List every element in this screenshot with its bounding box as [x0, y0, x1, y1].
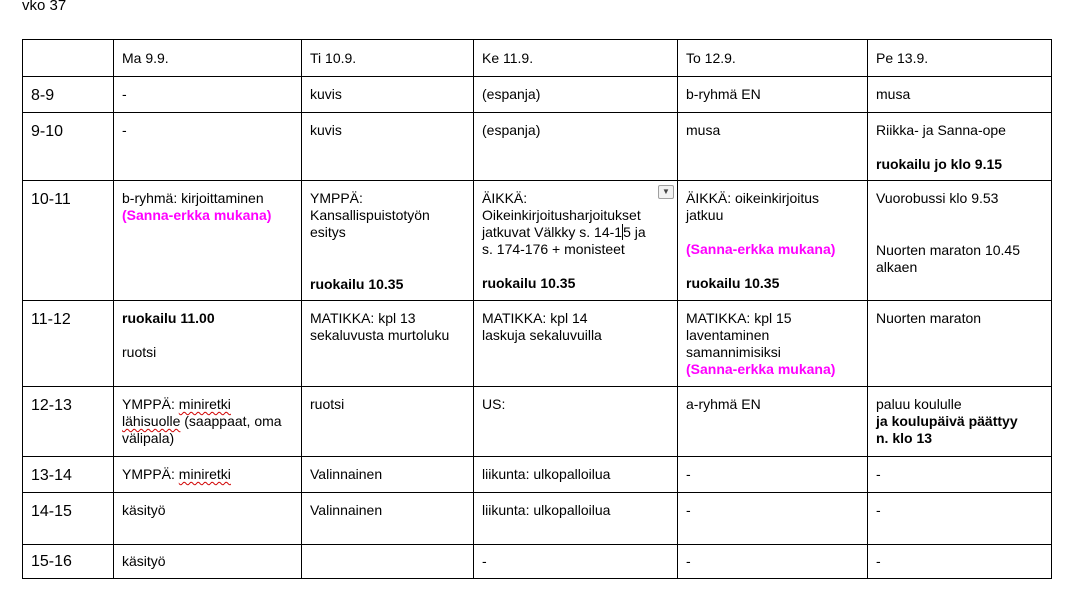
cell-text: US: [482, 396, 506, 412]
time-cell[interactable] [23, 113, 114, 181]
cell-text: ÄIKKÄ: [482, 190, 528, 206]
cell-text-bold: ruokailu jo klo 9.15 [876, 156, 1003, 172]
schedule-cell[interactable] [302, 545, 474, 579]
schedule-cell[interactable] [302, 493, 474, 545]
cell-text: kuvis [310, 122, 342, 138]
schedule-cell[interactable] [114, 301, 302, 387]
schedule-cell[interactable] [302, 113, 474, 181]
cell-text: laventaminen [686, 327, 770, 343]
schedule-cell[interactable] [114, 387, 302, 457]
schedule-cell[interactable] [868, 457, 1052, 493]
cell-text: - [686, 502, 691, 518]
cell-text: musa [686, 122, 721, 138]
cell-highlight-text: (Sanna-erkka mukana) [686, 361, 836, 377]
schedule-cell[interactable] [302, 77, 474, 113]
schedule-cell[interactable] [302, 181, 474, 301]
time-cell[interactable] [23, 301, 114, 387]
time-label: 12-13 [31, 397, 72, 414]
cell-text: ÄIKKÄ: oikeinkirjoitus [686, 190, 820, 206]
cell-text: Riikka- ja Sanna-ope [876, 122, 1006, 138]
schedule-cell[interactable] [868, 113, 1052, 181]
cell-text: - [686, 466, 691, 482]
cell-text: Kansallispuistotyön [310, 207, 430, 223]
cell-text: ruotsi [122, 344, 157, 360]
spellcheck-word: lähisuolle [122, 413, 181, 429]
header-day-tue[interactable]: Ti 10.9. [302, 40, 474, 77]
schedule-cell[interactable] [678, 113, 868, 181]
cell-text-bold: ruokailu 10.35 [482, 275, 576, 291]
time-label: 13-14 [31, 467, 72, 484]
header-corner-cell[interactable] [23, 40, 114, 77]
cell-text: YMPPÄ: [122, 466, 179, 482]
schedule-cell[interactable] [678, 545, 868, 579]
schedule-cell[interactable] [474, 301, 678, 387]
cell-text: kuvis [310, 86, 342, 102]
schedule-cell[interactable] [114, 457, 302, 493]
cell-text: 5 ja [623, 224, 646, 240]
cell-text: liikunta: ulkopalloilua [482, 466, 611, 482]
cell-text: Valinnainen [310, 502, 383, 518]
cell-text: - [876, 553, 881, 569]
schedule-cell[interactable] [868, 493, 1052, 545]
schedule-cell[interactable] [474, 181, 678, 301]
cell-text: ruotsi [310, 396, 345, 412]
schedule-cell[interactable] [678, 181, 868, 301]
cell-text: - [686, 553, 691, 569]
cell-text: b-ryhmä EN [686, 86, 761, 102]
schedule-cell[interactable] [114, 113, 302, 181]
cell-text: laskuja sekaluvuilla [482, 327, 602, 343]
schedule-cell[interactable] [474, 493, 678, 545]
schedule-cell[interactable] [868, 181, 1052, 301]
time-label: 9-10 [31, 123, 64, 140]
spellcheck-word: miniretki [178, 466, 231, 482]
cell-text: - [122, 86, 127, 102]
schedule-cell[interactable] [678, 387, 868, 457]
cell-text: (saappaat, oma [180, 413, 282, 429]
cell-text: YMPPÄ: [122, 396, 179, 412]
time-cell[interactable] [23, 545, 114, 579]
cell-text: a-ryhmä EN [686, 396, 761, 412]
schedule-cell[interactable] [114, 493, 302, 545]
cell-text: MATIKKA: kpl 13 [310, 310, 416, 326]
cell-text: - [876, 502, 881, 518]
time-cell[interactable] [23, 457, 114, 493]
schedule-cell[interactable] [474, 457, 678, 493]
schedule-cell[interactable] [868, 545, 1052, 579]
cell-text: Oikeinkirjoitusharjoitukset [482, 207, 641, 223]
schedule-table [22, 39, 1052, 579]
time-label: 15-16 [31, 553, 72, 570]
header-day-mon[interactable]: Ma 9.9. [114, 40, 302, 77]
cell-text: alkaen [876, 259, 918, 275]
schedule-cell[interactable] [474, 545, 678, 579]
time-label: 11-12 [31, 311, 71, 328]
schedule-cell[interactable] [868, 77, 1052, 113]
time-label: 10-11 [31, 191, 71, 208]
header-day-thu[interactable]: To 12.9. [678, 40, 868, 77]
time-cell[interactable] [23, 181, 114, 301]
time-label: 14-15 [31, 503, 72, 520]
schedule-cell[interactable] [302, 387, 474, 457]
time-cell[interactable] [23, 493, 114, 545]
cell-text: (espanja) [482, 122, 541, 138]
cell-text: samannimisiksi [686, 344, 781, 360]
cell-text-bold: ja koulupäivä päättyy [876, 413, 1018, 429]
cell-text: sekaluvusta murtoluku [310, 327, 450, 343]
time-cell[interactable] [23, 77, 114, 113]
schedule-cell[interactable] [302, 457, 474, 493]
cell-text: Nuorten maraton [876, 310, 982, 326]
cell-text: YMPPÄ: [310, 190, 363, 206]
schedule-cell[interactable] [678, 457, 868, 493]
cell-text-bold: ruokailu 11.00 [122, 310, 215, 326]
schedule-cell[interactable] [678, 493, 868, 545]
schedule-cell[interactable] [114, 545, 302, 579]
cell-text: käsityö [122, 553, 166, 569]
week-label: vko 37 [22, 0, 67, 14]
header-day-wed[interactable]: Ke 11.9. [474, 40, 678, 77]
cell-text-bold: ruokailu 10.35 [310, 276, 404, 292]
cell-text: musa [876, 86, 911, 102]
cell-text: Nuorten maraton 10.45 [876, 242, 1020, 258]
cell-text: liikunta: ulkopalloilua [482, 502, 611, 518]
cell-text: jatkuvat Välkky s. 14-1 [482, 224, 623, 240]
schedule-cell[interactable] [114, 77, 302, 113]
cell-text: MATIKKA: kpl 15 [686, 310, 792, 326]
cell-highlight-text: (Sanna-erkka mukana) [122, 207, 272, 223]
header-day-fri[interactable]: Pe 13.9. [868, 40, 1052, 77]
time-label: 8-9 [31, 87, 55, 104]
cell-text-bold: n. klo 13 [876, 430, 933, 446]
schedule-cell[interactable] [474, 387, 678, 457]
cell-text: - [482, 553, 487, 569]
schedule-cell[interactable] [114, 181, 302, 301]
chevron-down-icon[interactable]: ▼ [658, 185, 674, 199]
cell-text: käsityö [122, 502, 166, 518]
cell-highlight-text: (Sanna-erkka mukana) [686, 241, 836, 257]
cell-text: jatkuu [686, 207, 724, 223]
schedule-cell[interactable] [474, 113, 678, 181]
cell-text-bold: ruokailu 10.35 [686, 275, 780, 291]
cell-text: paluu koululle [876, 396, 962, 412]
cell-text: (espanja) [482, 86, 541, 102]
cell-text: esitys [310, 224, 346, 240]
cell-text: Vuorobussi klo 9.53 [876, 190, 999, 206]
spellcheck-word: miniretki [178, 396, 231, 412]
schedule-cell[interactable] [474, 77, 678, 113]
cell-text: MATIKKA: kpl 14 [482, 310, 588, 326]
cell-text: s. 174-176 + monisteet [482, 241, 625, 257]
schedule-cell[interactable] [678, 77, 868, 113]
schedule-cell[interactable] [868, 301, 1052, 387]
cell-text: - [876, 466, 881, 482]
schedule-cell[interactable] [302, 301, 474, 387]
schedule-cell[interactable] [868, 387, 1052, 457]
schedule-cell[interactable] [678, 301, 868, 387]
time-cell[interactable] [23, 387, 114, 457]
cell-text: - [122, 122, 127, 138]
cell-text: välipala) [122, 430, 175, 446]
cell-text: Valinnainen [310, 466, 383, 482]
cell-text: b-ryhmä: kirjoittaminen [122, 190, 264, 206]
